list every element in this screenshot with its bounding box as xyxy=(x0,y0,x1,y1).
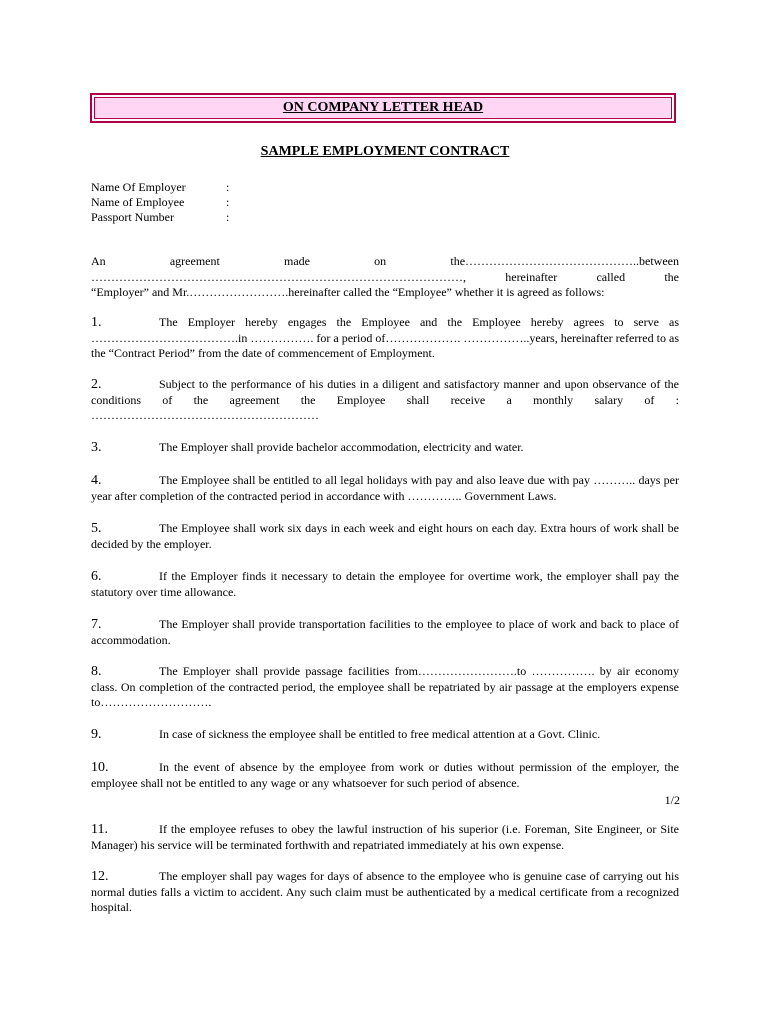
clause-number: 3. xyxy=(91,440,102,455)
clause-text: The employer shall pay wages for days of absence to the employee who is genuine case of carrying out his normal duties falls a victim to accident. Any such claim must be authenticated by a medical certificate from a recognized hospital. xyxy=(91,869,679,914)
clause-text: The Employee shall work six days in each week and eight hours on each day. Extra hours of work shall be decided by the employer. xyxy=(91,521,679,551)
field-colon: : xyxy=(226,210,230,224)
clause-10 xyxy=(91,760,679,791)
clause-5 xyxy=(91,521,679,552)
clause-text: If the Employer finds it necessary to detain the employee for overtime work, the employer shall pay the statutory over time allowance. xyxy=(91,569,679,599)
clause-3 xyxy=(91,440,679,456)
field-label-employer: Name Of Employer xyxy=(91,180,186,194)
clause-number: 12. xyxy=(91,869,109,884)
clause-text: The Employer shall provide transportation facilities to the employee to place of work and back to place of accommodation. xyxy=(91,617,679,647)
clause-number: 10. xyxy=(91,760,109,775)
clause-text: If the employee refuses to obey the lawful instruction of his superior (i.e. Foreman, Site Engineer, or Site Manager) his service will be terminated forthwith and repatriated immediately at his own expense. xyxy=(91,822,679,852)
field-row xyxy=(91,210,246,225)
document-title: SAMPLE EMPLOYMENT CONTRACT xyxy=(260,144,510,159)
page-number: 1/2 xyxy=(664,793,680,807)
party-fields xyxy=(91,180,246,225)
clause-6 xyxy=(91,569,679,600)
clause-12 xyxy=(91,869,679,916)
clause-number: 7. xyxy=(91,617,102,632)
field-colon: : xyxy=(226,195,230,209)
letterhead-box xyxy=(90,93,676,123)
field-label-passport: Passport Number xyxy=(91,210,174,224)
clause-number: 5. xyxy=(91,521,102,536)
intro-line: “Employer” and Mr.…………………….hereinafter called the “Employee” whether it is agreed as follows: xyxy=(91,285,605,299)
clause-text: The Employee shall be entitled to all legal holidays with pay and also leave due with pay ……….. days per year after completion of the contracted period in accordance with ………….. Government Laws. xyxy=(91,473,679,503)
field-row xyxy=(91,195,246,210)
clause-number: 8. xyxy=(91,664,102,679)
clause-1 xyxy=(91,315,679,362)
intro-paragraph xyxy=(91,254,679,301)
clause-text: The Employer hereby engages the Employee and the Employee hereby agrees to serve as ……………………………….in ……………. for a period of………………. ……………..years, hereinafter referred to as the “Contract Period” from the date of commencement of Employment. xyxy=(91,315,679,360)
clause-8 xyxy=(91,664,679,711)
clause-number: 6. xyxy=(91,569,102,584)
clause-number: 1. xyxy=(91,315,102,330)
intro-line: …………………………………………………………………………………, hereinafter called the xyxy=(91,269,679,284)
clause-number: 11. xyxy=(91,822,108,837)
field-colon: : xyxy=(226,180,230,194)
field-label-employee: Name of Employee xyxy=(91,195,185,209)
clause-text: The Employer shall provide passage facilities from…………………….to ……………. by air economy class. On completion of the contracted period, the employee shall be repatriated by air passage at the employers expense to………………………. xyxy=(91,664,679,709)
letterhead-title: ON COMPANY LETTER HEAD xyxy=(94,97,672,119)
clause-9 xyxy=(91,727,679,743)
clause-text: The Employer shall provide bachelor accommodation, electricity and water. xyxy=(159,440,524,454)
clause-number: 9. xyxy=(91,727,102,742)
clause-7 xyxy=(91,617,679,648)
clause-text: In case of sickness the employee shall be entitled to free medical attention at a Govt. Clinic. xyxy=(159,727,601,741)
clause-number: 2. xyxy=(91,377,102,392)
clause-11 xyxy=(91,822,679,853)
clause-2 xyxy=(91,377,679,424)
field-row xyxy=(91,180,246,195)
clause-text: In the event of absence by the employee from work or duties without permission of the employer, the employee shall not be entitled to any wage or any whatsoever for such period of absence. xyxy=(91,760,679,790)
clause-text: Subject to the performance of his duties in a diligent and satisfactory manner and upon observance of the conditions of the agreement the Employee shall receive a monthly salary of : ………………………………………………… xyxy=(91,377,679,422)
intro-line: An agreement made on the……………………………………..between xyxy=(91,254,679,268)
clause-number: 4. xyxy=(91,473,102,488)
clause-4 xyxy=(91,473,679,504)
